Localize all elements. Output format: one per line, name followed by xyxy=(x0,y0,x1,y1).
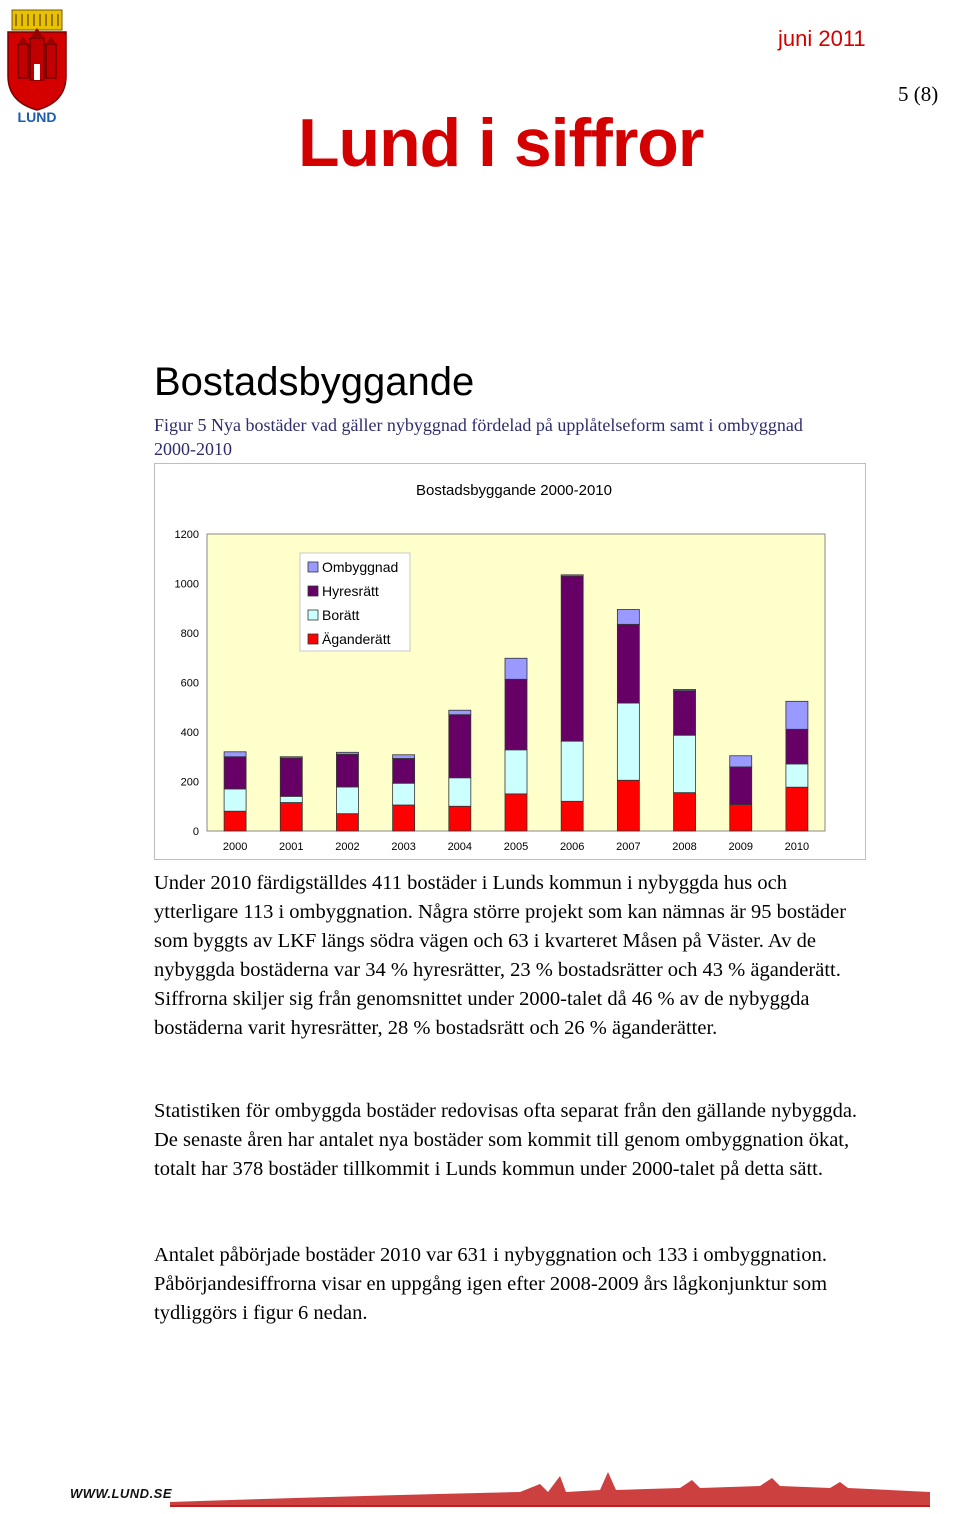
x-tick-label: 2005 xyxy=(503,841,529,853)
bar-segment xyxy=(561,801,583,831)
chart-title: Bostadsbyggande 2000-2010 xyxy=(416,482,612,499)
figure-caption: Figur 5 Nya bostäder vad gäller nybyggnad fördelad på upplåtelseform samt i ombyggnad 2000-2010 xyxy=(154,415,803,459)
y-tick-label: 800 xyxy=(180,628,199,640)
bar-segment xyxy=(393,755,415,759)
bar-segment xyxy=(617,703,639,780)
legend-label: Borätt xyxy=(322,607,360,623)
section-heading: Bostadsbyggande xyxy=(154,360,475,404)
y-tick-label: 400 xyxy=(180,727,199,739)
bar-segment xyxy=(336,814,358,831)
bar-segment xyxy=(730,767,752,805)
y-tick-label: 0 xyxy=(192,826,199,838)
bar-segment xyxy=(280,758,302,796)
bar-segment xyxy=(336,754,358,787)
bar-segment xyxy=(280,757,302,758)
bar-segment xyxy=(224,757,246,789)
bar-segment xyxy=(674,689,696,690)
bar-segment xyxy=(393,783,415,805)
body-paragraph: Under 2010 färdigställdes 411 bostäder i Lunds kommun i nybyggda hus och ytterligare 113 i ombyggnation. Några större projekt som kan nämnas är 95 bostäder som byggts av LKF längs södra vägen och 63 i kvarteret Måsen på Väster. Av de nybyggda bostäderna var 34 % hyresrätter, 23 % bostadsrätter och 43 % äganderätt. Siffrorna skiljer sig från genomsnittet under 2000-talet då 46 % av de nybyggda bostäderna varit hyresrätter, 28 % bostadsrätt och 26 % äganderätter. xyxy=(154,872,847,1039)
body-paragraph: Statistiken för ombyggda bostäder redovisas ofta separat från den gällande nybyggda. De senaste åren har antalet nya bostäder som kommit till genom ombyggnation ökat, totalt har 378 bostäder tillkommit i Lunds kommun under 2000-talet på detta sätt. xyxy=(154,1100,858,1180)
bar-segment xyxy=(505,679,527,750)
legend-swatch xyxy=(308,610,318,620)
x-tick-label: 2002 xyxy=(335,841,360,853)
bar-segment xyxy=(505,658,527,679)
footer-url[interactable]: WWW.LUND.SE xyxy=(70,1486,173,1501)
bar-segment xyxy=(336,752,358,754)
y-tick-label: 200 xyxy=(180,776,199,789)
legend-label: Äganderätt xyxy=(322,631,391,647)
body-paragraph: Antalet påbörjade bostäder 2010 var 631 i nybyggnation och 133 i ombyggnation. Påbörjandesiffrorna visar en uppgång igen efter 2008-2009 års lågkonjunktur som tydliggörs i figur 6 nedan. xyxy=(154,1244,828,1324)
x-tick-label: 2010 xyxy=(784,841,810,853)
legend-swatch xyxy=(308,562,318,572)
y-tick-label: 600 xyxy=(180,677,199,690)
page-number: 5 (8) xyxy=(898,82,939,106)
bar-segment xyxy=(617,780,639,831)
bar-segment xyxy=(674,735,696,792)
page-title: Lund i siffror xyxy=(298,105,704,181)
legend-label: Ombyggnad xyxy=(322,559,399,575)
bar-segment xyxy=(224,789,246,811)
bar-segment xyxy=(449,710,471,714)
bar-segment xyxy=(786,787,808,831)
bar-segment xyxy=(786,729,808,764)
legend-swatch xyxy=(308,586,318,596)
bar-segment xyxy=(561,576,583,741)
header-date: juni 2011 xyxy=(778,26,866,51)
bar-segment xyxy=(224,752,246,757)
x-tick-label: 2008 xyxy=(672,841,697,853)
bar-segment xyxy=(449,715,471,778)
bar-segment xyxy=(730,805,752,831)
y-tick-label: 1000 xyxy=(174,578,199,591)
bar-segment xyxy=(617,624,639,703)
x-tick-label: 2000 xyxy=(222,841,248,853)
bar-segment xyxy=(730,756,752,767)
lund-coat-of-arms-logo xyxy=(4,4,70,124)
x-tick-label: 2007 xyxy=(616,841,641,853)
bar-segment xyxy=(674,793,696,831)
legend-label: Hyresrätt xyxy=(322,583,379,599)
bar-segment xyxy=(449,778,471,806)
bar-segment xyxy=(336,787,358,814)
bar-segment xyxy=(617,609,639,624)
bar-segment xyxy=(561,575,583,576)
legend-swatch xyxy=(308,634,318,644)
bar-segment xyxy=(393,805,415,831)
x-tick-label: 2003 xyxy=(391,841,416,853)
bar-segment xyxy=(505,794,527,831)
x-tick-label: 2004 xyxy=(447,841,473,853)
bar-segment xyxy=(449,806,471,831)
bar-segment xyxy=(561,741,583,801)
bar-segment xyxy=(786,701,808,729)
bar-segment xyxy=(393,758,415,783)
bar-segment xyxy=(280,796,302,802)
chart-frame xyxy=(154,463,866,860)
bar-segment xyxy=(505,750,527,794)
bar-segment xyxy=(280,803,302,831)
x-tick-label: 2006 xyxy=(559,841,585,853)
stacked-bar-chart xyxy=(155,464,867,861)
logo-text: LUND xyxy=(17,109,57,124)
x-tick-label: 2009 xyxy=(728,841,753,853)
bar-segment xyxy=(674,691,696,736)
x-tick-label: 2001 xyxy=(279,841,304,853)
bar-segment xyxy=(786,764,808,787)
y-tick-label: 1200 xyxy=(174,529,199,541)
bar-segment xyxy=(224,811,246,831)
